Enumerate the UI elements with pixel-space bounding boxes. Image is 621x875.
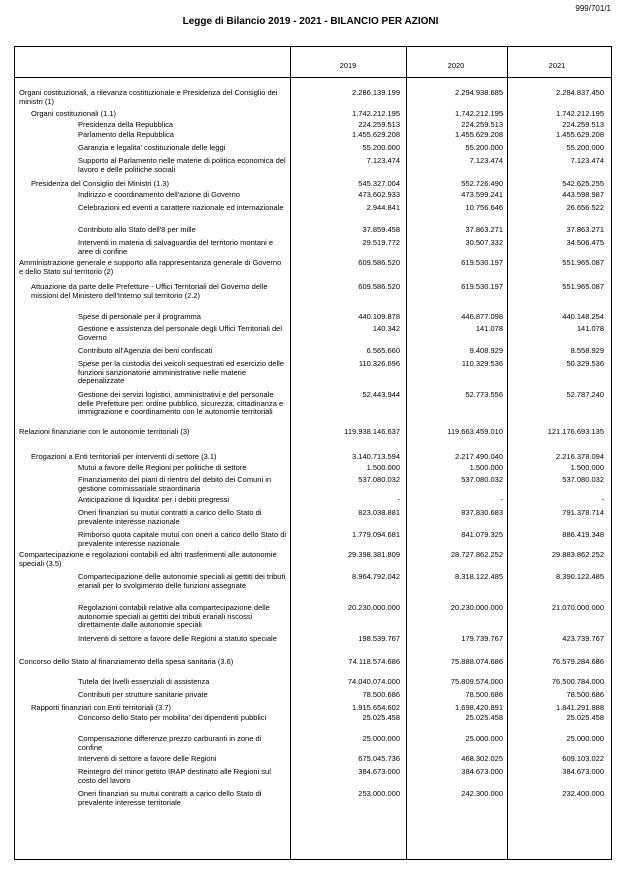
value-2019: 25.000.000 — [362, 734, 400, 743]
value-2021: 121.176.693.135 — [547, 427, 604, 436]
value-2021: 8.390.122.485 — [556, 572, 604, 581]
table-row — [15, 790, 613, 812]
value-2021: 1.742.212.195 — [556, 109, 604, 118]
value-2020: 75.809.574.000 — [450, 677, 503, 686]
value-2020: 552.726.490 — [461, 179, 503, 188]
row-label: Spese per la custodia dei veicoli sequestrati ed esercizio delle funzioni sanzionatorie amministrative nelle materie depenalizzate — [78, 359, 284, 386]
value-2020: 446.877.098 — [461, 312, 503, 321]
row-label: Spese di personale per il programma — [78, 312, 201, 321]
value-2021: 232.400.000 — [562, 789, 604, 798]
value-2019: 3.140.713.594 — [352, 452, 400, 461]
row-label: Reintegro del minor gettito IRAP destinato alle Regioni sul costo del lavoro — [78, 767, 271, 785]
value-2019: 1.915.654.602 — [352, 703, 400, 712]
value-2020: 25.000.000 — [465, 734, 503, 743]
row-label: Tutela dei livelli essenziali di assistenza — [78, 677, 210, 686]
value-2019: 1.455.629.208 — [352, 130, 400, 139]
table-row — [15, 768, 613, 790]
table-body — [15, 89, 613, 812]
document-code: 999/701/1 — [575, 4, 611, 13]
table-row — [15, 157, 613, 180]
value-2019: 609.586.520 — [358, 282, 400, 291]
row-label: Compartecipazione delle autonomie speciali ai gettiti dei tributi erariali per lo svolgimento delle funzioni assegnate — [78, 572, 286, 590]
value-2020: 78.500.686 — [465, 690, 503, 699]
value-2020: 37.863.271 — [465, 225, 503, 234]
value-2019: 823.038.881 — [358, 508, 400, 517]
row-label: Indirizzo e coordinamento dell'azione di Governo — [78, 190, 240, 199]
value-2019: 1.500.000 — [366, 463, 400, 472]
value-2020: 28.727.862.252 — [450, 550, 503, 559]
value-2020: 619.530.197 — [461, 258, 503, 267]
row-label: Contributo all'Agenzia dei beni confiscati — [78, 346, 213, 355]
value-2019: 198.539.767 — [358, 634, 400, 643]
row-label: Erogazioni a Enti territoriali per interventi di settore (3.1) — [31, 452, 217, 461]
value-2019: 440.109.878 — [358, 312, 400, 321]
value-2021: 26.656.522 — [566, 203, 604, 212]
row-label: Interventi di settore a favore delle Regioni — [78, 754, 217, 763]
value-2019: 74.118.574.686 — [348, 657, 400, 666]
value-2021: 384.673.000 — [562, 767, 604, 776]
table-row — [15, 509, 613, 531]
value-2019: 224.259.513 — [358, 120, 400, 129]
table-row — [15, 259, 613, 283]
row-label: Amministrazione generale e supporto alla rappresentanza generale di Governo e dello Stato sul territorio (2) — [19, 258, 282, 276]
value-2021: 52.787.240 — [566, 390, 604, 399]
budget-table — [14, 46, 612, 860]
table-row — [15, 735, 613, 755]
table-row — [15, 283, 613, 313]
row-label: Presidenza del Consiglio dei Ministri (1.3) — [31, 179, 169, 188]
row-label: Attuazione da parte delle Prefetture - Uffici Territoriali del Governo delle missioni del Ministero dell'Interno sul territorio (2.2) — [31, 282, 268, 300]
value-2021: 50.329.536 — [566, 359, 604, 368]
value-2019: 74.040.074.000 — [347, 677, 400, 686]
table-row — [15, 573, 613, 604]
value-2020: 2.294.938.685 — [455, 88, 503, 97]
value-2020: 841.079.325 — [461, 530, 503, 539]
row-label: Rimborso quota capitale mutui con oneri a carico dello Stato di prevalente interesse nazionale — [78, 530, 287, 548]
value-2020: 837.830.683 — [461, 508, 503, 517]
value-2020: 384.673.000 — [461, 767, 503, 776]
value-2021: 443.598.987 — [562, 190, 604, 199]
value-2019: 140.342 — [372, 324, 400, 333]
value-2021: 76.579.284.686 — [551, 657, 604, 666]
page-title: Legge di Bilancio 2019 - 2021 - BILANCIO PER AZIONI — [182, 16, 439, 27]
value-2019: 29.398.381.809 — [347, 550, 400, 559]
value-2021: 886.419.348 — [562, 530, 604, 539]
value-2019: 55.200.000 — [362, 143, 400, 152]
value-2019: 384.673.000 — [358, 767, 400, 776]
value-2019: 119.938.146.637 — [344, 427, 400, 436]
table-row — [15, 551, 613, 573]
row-label: Finanziamento dei piani di rientro del debito dei Comuni in gestione commissariale straordinaria — [78, 475, 272, 493]
value-2019: 7.123.474 — [366, 156, 400, 165]
value-2021: 1.455.629.208 — [556, 130, 604, 139]
table-row — [15, 658, 613, 678]
row-label: Interventi in materia di salvaguardia del territorio montani e aree di confine — [78, 238, 274, 256]
value-2019: 537.080.032 — [358, 475, 400, 484]
year-header-2021: 2021 — [548, 61, 566, 70]
value-2021: 7.123.474 — [570, 156, 604, 165]
value-2020: 1.500.000 — [469, 463, 503, 472]
table-row — [15, 89, 613, 110]
value-2019: 1.779.094.681 — [352, 530, 400, 539]
value-2021: 2.284.837.450 — [556, 88, 604, 97]
row-label: Contributo allo Stato dell'8 per mille — [78, 225, 196, 234]
row-label: Supporto al Parlamento nelle materie di politica economica del lavoro e delle politiche sociali — [78, 156, 286, 174]
value-2020: 537.080.032 — [461, 475, 503, 484]
value-2020: 110.329.536 — [461, 359, 503, 368]
row-label: Relazioni finanziarie con le autonomie territoriali (3) — [19, 427, 190, 436]
value-2019: 8.964.792.042 — [352, 572, 400, 581]
value-2020: 20.230.000.000 — [450, 603, 503, 612]
value-2019: 545.327.004 — [358, 179, 400, 188]
value-2021: 1.841.291.888 — [556, 703, 604, 712]
row-label: Concorso dello Stato per mobilita' dei dipendenti pubblici — [78, 713, 267, 722]
row-label: Gestione e assistenza del personale degli Uffici Territoriali del Governo — [78, 324, 282, 342]
value-2019: 2.286.139.199 — [352, 88, 400, 97]
row-label: Organi costituzionali, a rilevanza costituzionale e Presidenza del Consiglio dei ministri (1) — [19, 88, 278, 106]
value-2021: 34.506.475 — [566, 238, 604, 247]
table-row — [15, 360, 613, 391]
value-2020: 30.507.332 — [465, 238, 503, 247]
value-2019: 675.045.736 — [358, 754, 400, 763]
value-2019: - — [397, 495, 400, 504]
row-label: Interventi di settore a favore delle Regioni a statuto speciale — [78, 634, 277, 643]
value-2020: 224.259.513 — [461, 120, 503, 129]
value-2020: 468.302.025 — [461, 754, 503, 763]
row-label: Organi costituzionali (1.1) — [31, 109, 117, 118]
value-2021: 791.378.714 — [562, 508, 604, 517]
table-row — [15, 325, 613, 347]
row-label: Parlamento della Repubblica — [78, 130, 174, 139]
value-2020: 8.318.122.485 — [455, 572, 503, 581]
row-label: Anticipazione di liquidita' per i debiti pregressi — [78, 495, 230, 504]
value-2020: 619.530.197 — [461, 282, 503, 291]
year-header-2020: 2020 — [447, 61, 465, 70]
value-2020: 7.123.474 — [469, 156, 503, 165]
value-2020: 10.756.646 — [465, 203, 503, 212]
value-2019: 52.443.944 — [362, 390, 400, 399]
value-2020: 2.217.490.040 — [455, 452, 503, 461]
year-header-2019: 2019 — [339, 61, 357, 70]
value-2021: 29.883.862.252 — [551, 550, 604, 559]
row-label: Concorso dello Stato al finanziamento della spesa sanitaria (3.6) — [19, 657, 234, 666]
value-2020: 1.455.629.208 — [455, 130, 503, 139]
value-2019: 25.025.458 — [362, 713, 400, 722]
value-2020: 119.663.459.010 — [447, 427, 503, 436]
table-row — [15, 204, 613, 226]
value-2021: 224.259.513 — [562, 120, 604, 129]
value-2021: 37.863.271 — [566, 225, 604, 234]
value-2019: 78.500.686 — [362, 690, 400, 699]
row-label: Mutui a favore delle Regioni per politiche di settore — [78, 463, 247, 472]
value-2021: 542.625.255 — [562, 179, 604, 188]
row-label: Contributi per strutture sanitarie private — [78, 690, 208, 699]
value-2020: 473.599.241 — [461, 190, 503, 199]
value-2019: 473.602.933 — [358, 190, 400, 199]
table-row — [15, 714, 613, 735]
row-label: Compartecipazione e regolazioni contabili ed altri trasferimenti alle autonomie speciali (3.5) — [19, 550, 277, 568]
row-label: Oneri finanziari su mutui contratti a carico dello Stato di prevalente interesse territoriale — [78, 789, 262, 807]
value-2021: 440.148.254 — [562, 312, 604, 321]
table-row — [15, 476, 613, 496]
value-2021: 423.739.767 — [562, 634, 604, 643]
table-row — [15, 391, 613, 428]
row-label: Regolazioni contabili relative alla compartecipazione delle autonomie speciali ai gettiti dei tributi erariali riscossi direttamente dalle autonomie speciali — [78, 603, 270, 630]
value-2021: 537.080.032 — [562, 475, 604, 484]
value-2021: 551.965.087 — [562, 258, 604, 267]
value-2019: 20.230.000.000 — [347, 603, 400, 612]
row-label: Garanzia e legalita' costituzionale delle leggi — [78, 143, 226, 152]
value-2020: 55.200.000 — [465, 143, 503, 152]
value-2021: 141.078 — [576, 324, 604, 333]
table-row — [15, 604, 613, 635]
value-2020: 179.739.767 — [461, 634, 503, 643]
value-2020: 52.773.556 — [465, 390, 503, 399]
value-2019: 37.859.458 — [362, 225, 400, 234]
value-2019: 1.742.212.195 — [352, 109, 400, 118]
row-label: Gestione dei servizi logistici, amministrativi e del personale delle Prefetture per: ordine pubblico, sicurezza, cittadinanza e immigrazione e coordinamento con le autonomie territoriali — [78, 390, 284, 417]
row-label: Celebrazioni ed eventi a carattere nazionale ed internazionale — [78, 203, 284, 212]
value-2020: - — [500, 495, 503, 504]
value-2021: 551.965.087 — [562, 282, 604, 291]
value-2020: 141.078 — [475, 324, 503, 333]
value-2021: 609.103.022 — [562, 754, 604, 763]
value-2021: 25.000.000 — [566, 734, 604, 743]
value-2021: 21.070.000.000 — [551, 603, 604, 612]
value-2021: - — [601, 495, 604, 504]
value-2019: 253.000.000 — [358, 789, 400, 798]
value-2021: 78.500.686 — [566, 690, 604, 699]
table-row — [15, 239, 613, 259]
value-2020: 242.300.000 — [461, 789, 503, 798]
value-2021: 1.500.000 — [570, 463, 604, 472]
value-2019: 29.519.772 — [362, 238, 400, 247]
value-2020: 1.698.420.891 — [455, 703, 503, 712]
value-2019: 2.944.841 — [366, 203, 400, 212]
value-2021: 2.216.378.094 — [556, 452, 604, 461]
value-2021: 8.558.929 — [570, 346, 604, 355]
table-row — [15, 531, 613, 551]
value-2020: 1.742.212.195 — [455, 109, 503, 118]
row-label: Rapporti finanziari con Enti territoriali (3.7) — [31, 703, 172, 712]
header-divider — [15, 77, 611, 78]
value-2019: 110.326.696 — [358, 359, 400, 368]
table-row — [15, 428, 613, 453]
value-2021: 76.500.784.000 — [551, 677, 604, 686]
row-label: Oneri finanziari su mutui contratti a carico dello Stato di prevalente interesse nazionale — [78, 508, 262, 526]
row-label: Presidenza della Repubblica — [78, 120, 174, 129]
value-2020: 75.888.074.686 — [450, 657, 503, 666]
value-2020: 9.408.929 — [469, 346, 503, 355]
value-2021: 25.025.458 — [566, 713, 604, 722]
row-label: Compensazione differenze prezzo carburanti in zone di confine — [78, 734, 262, 752]
table-row — [15, 635, 613, 658]
value-2019: 609.586.520 — [358, 258, 400, 267]
value-2021: 55.200.000 — [566, 143, 604, 152]
value-2019: 6.565.660 — [366, 346, 400, 355]
value-2020: 25.025.458 — [465, 713, 503, 722]
